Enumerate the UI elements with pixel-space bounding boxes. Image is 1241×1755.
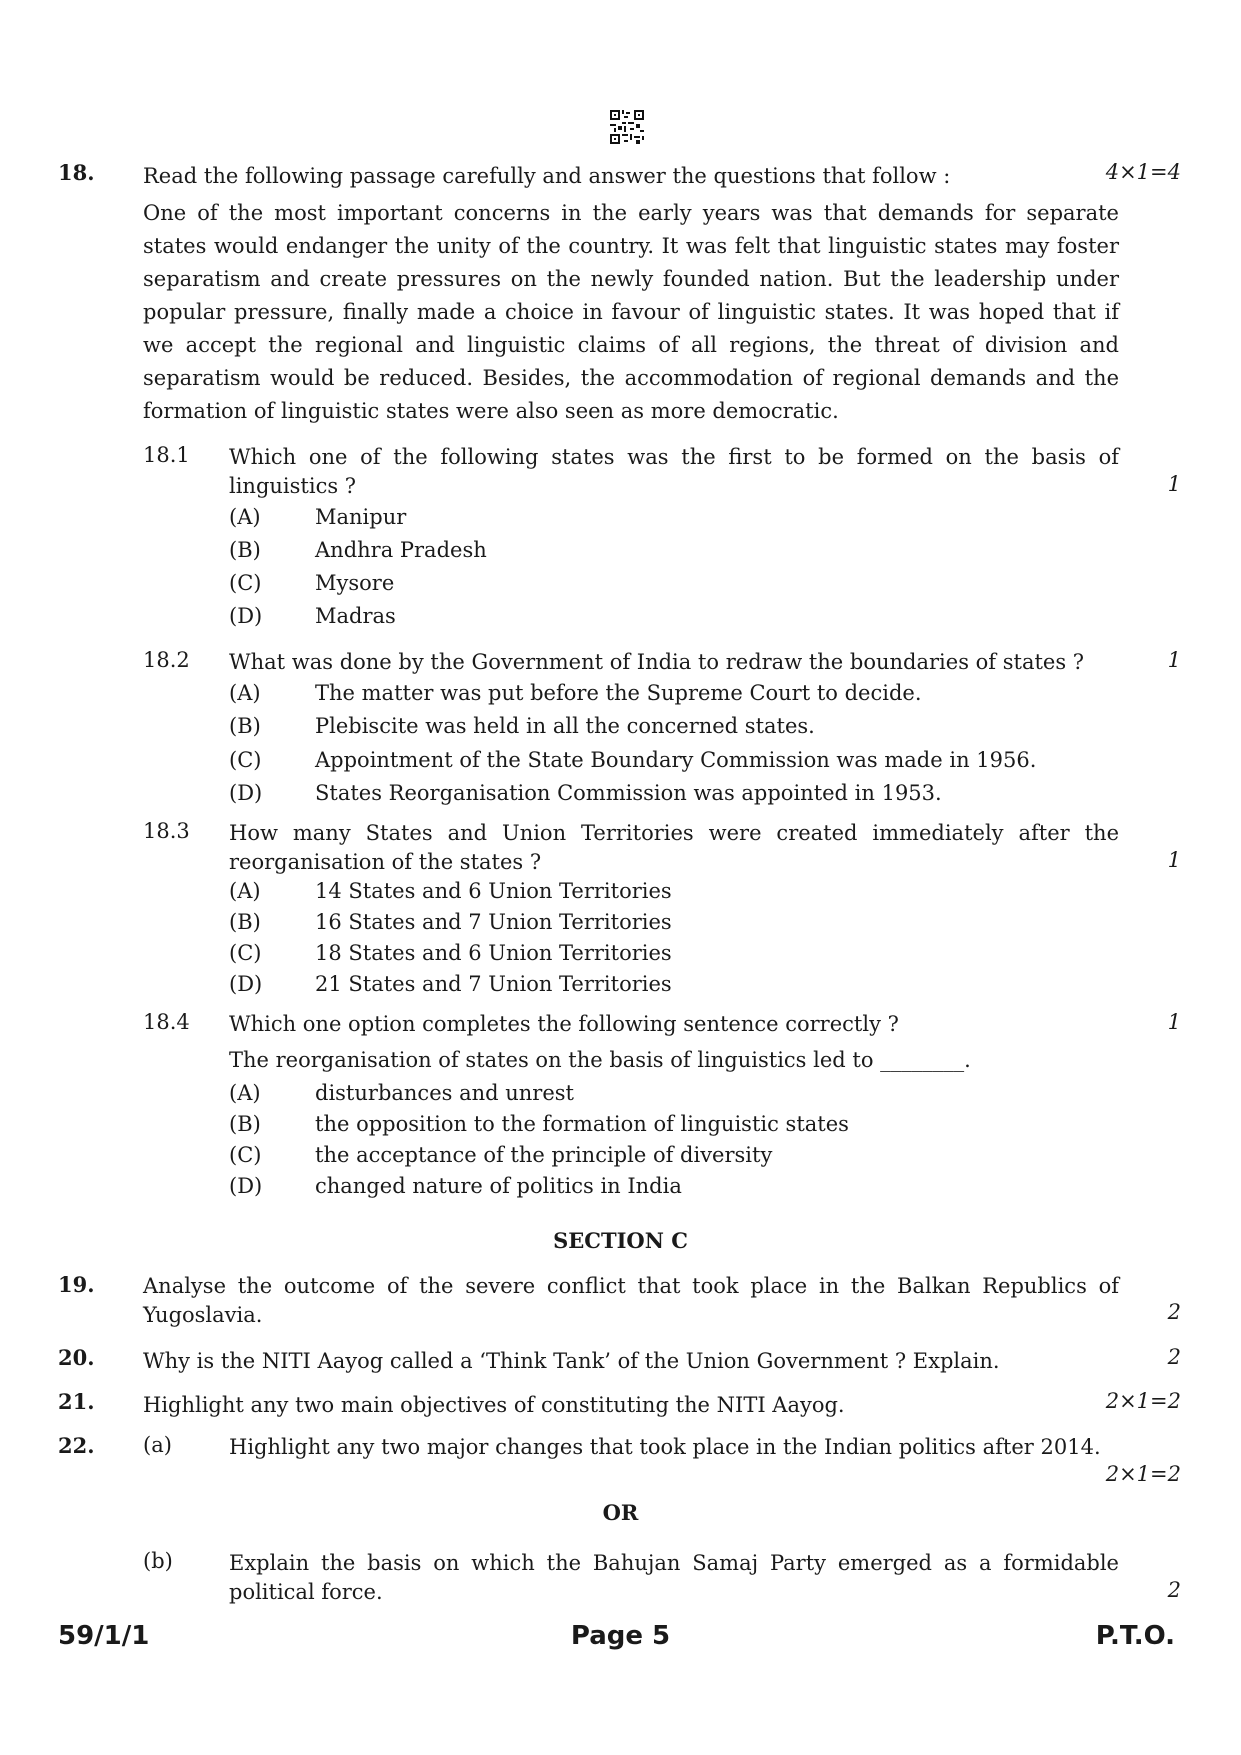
option-label: (A) (229, 505, 261, 529)
subquestion-marks: 1 (1167, 1010, 1181, 1034)
q22-b-marks: 2 (1167, 1578, 1181, 1602)
option-text: 14 States and 6 Union Territories (315, 879, 672, 903)
section-heading: SECTION C (553, 1228, 688, 1253)
question-number-21: 21. (58, 1389, 95, 1414)
q22-a-text: Highlight any two major changes that took place in the Indian politics after 2014. (229, 1435, 1101, 1459)
q22-b-label: (b) (143, 1549, 173, 1573)
option-text: Appointment of the State Boundary Commission was made in 1956. (315, 748, 1037, 772)
or-separator: OR (602, 1500, 639, 1525)
option-text: The matter was put before the Supreme Court to decide. (315, 681, 922, 705)
option-text: Plebiscite was held in all the concerned states. (315, 714, 815, 738)
option-label: (B) (229, 714, 261, 738)
option-label: (B) (229, 538, 261, 562)
option-label: (D) (229, 781, 263, 805)
option-text: Andhra Pradesh (315, 538, 487, 562)
q21-text: Highlight any two main objectives of constituting the NITI Aayog. (143, 1393, 845, 1417)
option-label: (A) (229, 1081, 261, 1105)
q19-text: Analyse the outcome of the severe conflict that took place in the Balkan Republics of Yugoslavia. (143, 1274, 1119, 1327)
subquestion-number: 18.3 (143, 819, 190, 843)
option-label: (C) (229, 1143, 262, 1167)
option-label: (C) (229, 941, 262, 965)
question-number-20: 20. (58, 1345, 95, 1370)
q22-a-label: (a) (143, 1433, 172, 1457)
q18-marks: 4×1=4 (1105, 160, 1181, 184)
option-text: the acceptance of the principle of diversity (315, 1143, 773, 1167)
subquestion-text: What was done by the Government of India to redraw the boundaries of states ? (229, 650, 1085, 674)
option-label: (D) (229, 604, 263, 628)
option-label: (C) (229, 571, 262, 595)
option-text: disturbances and unrest (315, 1081, 574, 1105)
q22-b-text: Explain the basis on which the Bahujan Samaj Party emerged as a formidable political force. (229, 1551, 1119, 1604)
paper-code: 59/1/1 (58, 1621, 150, 1651)
option-text: Madras (315, 604, 396, 628)
subquestion-marks: 1 (1167, 848, 1181, 872)
option-label: (B) (229, 910, 261, 934)
page-number: Page 5 (570, 1621, 671, 1651)
option-text: States Reorganisation Commission was appointed in 1953. (315, 781, 942, 805)
pto-label: P.T.O. (1095, 1621, 1175, 1651)
subquestion-marks: 1 (1167, 648, 1181, 672)
subquestion-text: How many States and Union Territories were created immediately after the reorganisation of the states ? (229, 821, 1119, 874)
option-text: changed nature of politics in India (315, 1174, 682, 1198)
subquestion-marks: 1 (1167, 472, 1181, 496)
q21-marks: 2×1=2 (1105, 1389, 1181, 1413)
question-number-22: 22. (58, 1433, 95, 1458)
fill-blank-sentence: The reorganisation of states on the basis of linguistics led to ________. (229, 1048, 971, 1072)
option-label: (C) (229, 748, 262, 772)
question-number-19: 19. (58, 1272, 95, 1297)
question-number-18: 18. (58, 160, 95, 185)
option-text: 21 States and 7 Union Territories (315, 972, 672, 996)
q18-passage: One of the most important concerns in the early years was that demands for separate states would endanger the unity of the country. It was felt that linguistic states may foster separatism and create pressures on the newly founded nation. But the leadership under popular pressure, finally made a choice in favour of linguistic states. It was hoped that if we accept the regional and linguistic claims of all regions, the threat of division and separatism would be reduced. Besides, the accommodation of regional demands and the formation of linguistic states were also seen as more democratic. (143, 201, 1119, 423)
subquestion-text: Which one of the following states was the first to be formed on the basis of linguistics ? (229, 445, 1119, 498)
subquestion-number: 18.1 (143, 443, 190, 467)
option-label: (B) (229, 1112, 261, 1136)
qr-code (610, 110, 644, 144)
q19-marks: 2 (1167, 1300, 1181, 1324)
option-text: the opposition to the formation of linguistic states (315, 1112, 849, 1136)
option-label: (A) (229, 879, 261, 903)
q20-text: Why is the NITI Aayog called a ‘Think Tank’ of the Union Government ? Explain. (143, 1349, 1000, 1373)
option-label: (D) (229, 1174, 263, 1198)
option-label: (A) (229, 681, 261, 705)
q22-a-marks: 2×1=2 (1105, 1462, 1181, 1486)
q20-marks: 2 (1167, 1345, 1181, 1369)
option-label: (D) (229, 972, 263, 996)
q18-instruction: Read the following passage carefully and answer the questions that follow : (143, 164, 951, 188)
subquestion-number: 18.4 (143, 1010, 190, 1034)
option-text: 18 States and 6 Union Territories (315, 941, 672, 965)
option-text: Mysore (315, 571, 395, 595)
subquestion-number: 18.2 (143, 648, 190, 672)
option-text: 16 States and 7 Union Territories (315, 910, 672, 934)
option-text: Manipur (315, 505, 407, 529)
subquestion-text: Which one option completes the following sentence correctly ? (229, 1012, 899, 1036)
